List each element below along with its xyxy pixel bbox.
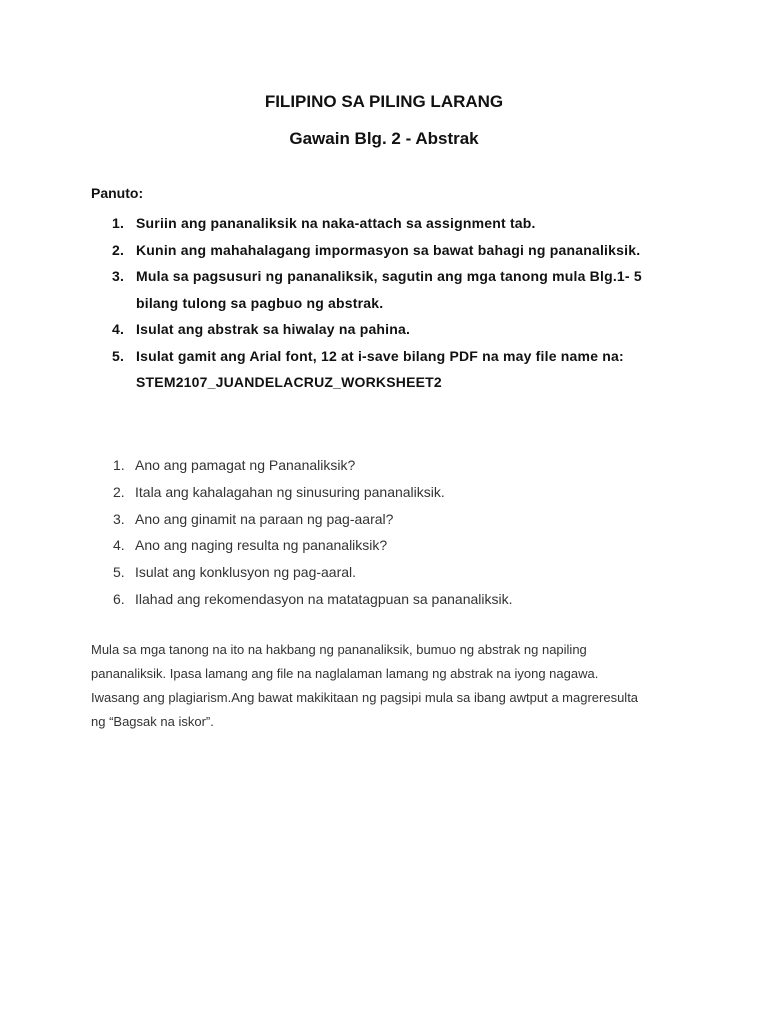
question-text: Itala ang kahalagahan ng sinusuring pananaliksik. (135, 483, 445, 500)
paragraph-line: Iwasang ang plagiarism.Ang bawat makikitaan ng pagsipi mula sa ibang awtput a magreresulta (91, 690, 639, 705)
closing-paragraph (91, 638, 691, 734)
instruction-item (91, 343, 691, 396)
instruction-item (91, 316, 691, 343)
question-number: 3. (113, 510, 125, 527)
instructions-label: Panuto: (91, 185, 144, 201)
questions-list (91, 452, 691, 613)
instruction-text-continued: bilang tulong sa pagbuo ng abstrak. (136, 294, 384, 311)
document-title: FILIPINO SA PILING LARANG (264, 92, 504, 111)
paragraph-line: pananaliksik. Ipasa lamang ang file na naglalaman lamang ng abstrak na iyong nagawa. (91, 666, 599, 681)
instruction-number: 3. (112, 268, 125, 284)
instruction-number: 1. (112, 215, 125, 231)
question-item (91, 479, 691, 506)
document-subtitle: Gawain Blg. 2 - Abstrak (289, 129, 479, 148)
instruction-text: Isulat ang abstrak sa hiwalay na pahina. (136, 321, 411, 337)
question-number: 4. (113, 537, 125, 554)
question-item (91, 559, 691, 586)
instruction-number: 5. (112, 347, 125, 364)
question-number: 2. (113, 483, 125, 500)
question-item (91, 532, 691, 559)
question-number: 5. (113, 564, 125, 581)
question-text: Ano ang naging resulta ng pananaliksik? (135, 537, 388, 554)
paragraph-line: Mula sa mga tanong na ito na hakbang ng pananaliksik, bumuo ng abstrak ng napiling (91, 642, 587, 657)
question-text: Ano ang pamagat ng Pananaliksik? (135, 457, 356, 473)
instruction-item (91, 210, 691, 237)
instruction-item (91, 237, 691, 264)
question-number: 1. (113, 457, 125, 473)
question-item (91, 452, 691, 479)
paragraph-line: ng “Bagsak na iskor”. (91, 714, 214, 729)
instruction-item (91, 263, 691, 316)
question-text: Ilahad ang rekomendasyon na matatagpuan sa pananaliksik. (135, 590, 513, 607)
instruction-text: Isulat gamit ang Arial font, 12 at i-save bilang PDF na may file name na: (136, 347, 624, 364)
question-text: Ano ang ginamit na paraan ng pag-aaral? (135, 510, 394, 527)
instruction-text: Mula sa pagsusuri ng pananaliksik, sagutin ang mga tanong mula Blg.1- 5 (136, 268, 642, 284)
question-text: Isulat ang konklusyon ng pag-aaral. (135, 564, 357, 581)
instruction-number: 2. (112, 241, 125, 258)
instruction-text: Kunin ang mahahalagang impormasyon sa bawat bahagi ng pananaliksik. (136, 241, 641, 258)
instruction-filename: STEM2107_JUANDELACRUZ_WORKSHEET2 (136, 374, 442, 390)
instructions-list (91, 210, 691, 396)
question-item (91, 506, 691, 533)
question-item (91, 586, 691, 613)
question-number: 6. (113, 590, 125, 607)
instruction-text: Suriin ang pananaliksik na naka-attach sa assignment tab. (136, 215, 536, 231)
instruction-number: 4. (112, 321, 125, 337)
